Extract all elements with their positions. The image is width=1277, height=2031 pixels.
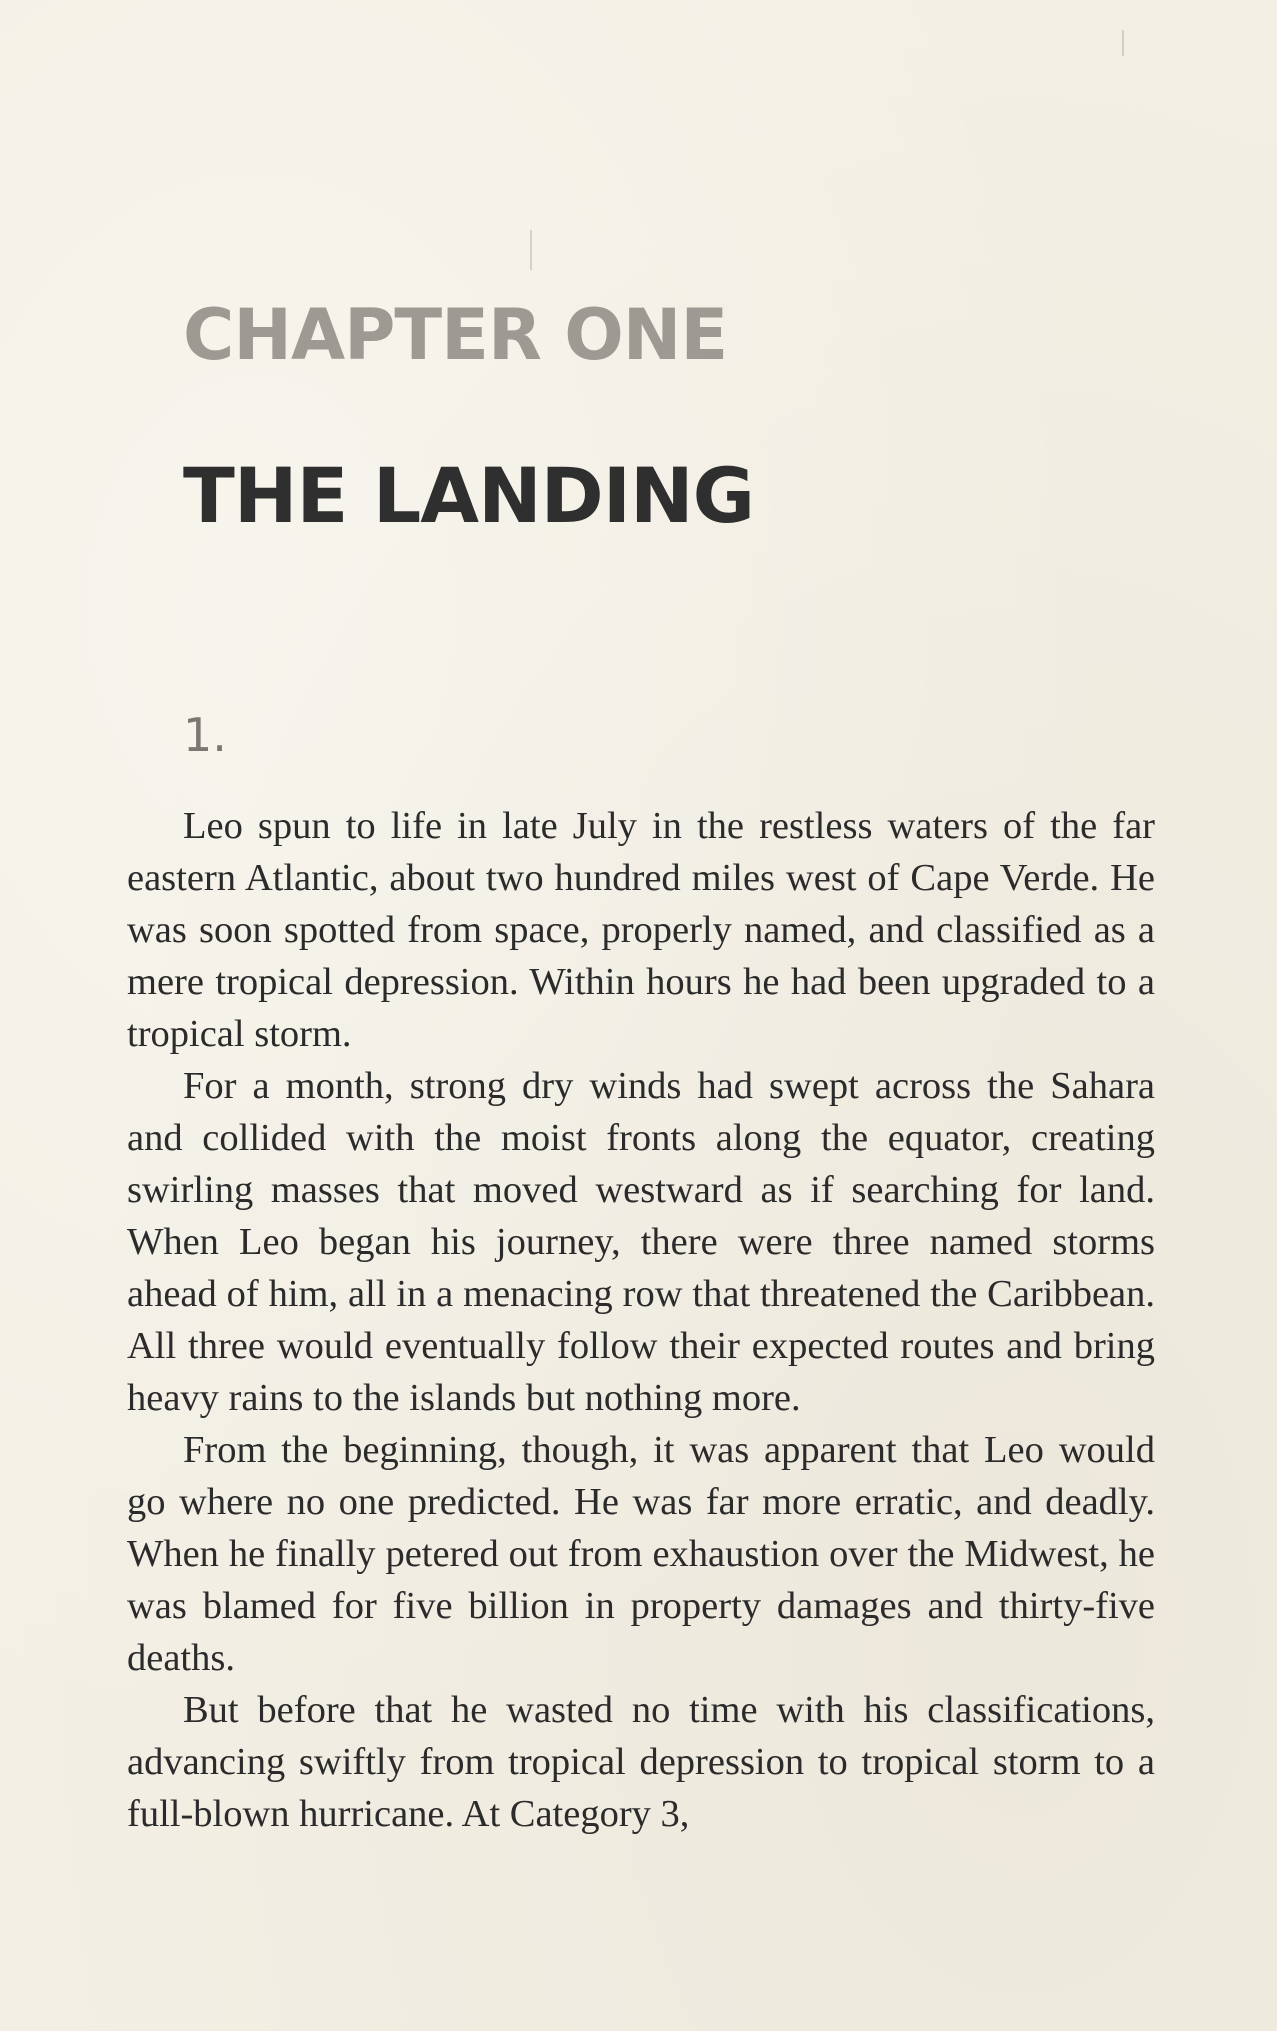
chapter-label: CHAPTER ONE — [183, 294, 728, 376]
scan-artifact-top — [530, 230, 532, 270]
body-text — [127, 800, 1155, 1840]
section-number: 1. — [183, 708, 227, 762]
paragraph-3: From the beginning, though, it was apparent that Leo would go where no one predicted. He was far more erratic, and deadly. When he finally petered out from exhaustion over the Midwest, he was blamed for five billion in property damages and thirty-five deaths. — [127, 1429, 1155, 1679]
scan-artifact-right — [1122, 30, 1124, 56]
chapter-title: THE LANDING — [183, 451, 755, 540]
paragraph-4: But before that he wasted no time with his classifications, advancing swiftly from tropical depression to tropical storm to a full-blown hurricane. At Category 3, — [127, 1689, 1155, 1835]
paragraph-2: For a month, strong dry winds had swept across the Sahara and collided with the moist fronts along the equator, creating swirling masses that moved westward as if searching for land. When Leo began his journey, there were three named storms ahead of him, all in a menacing row that threatened the Caribbean. All three would eventually follow their expected routes and bring heavy rains to the islands but nothing more. — [127, 1065, 1155, 1419]
paragraph-1: Leo spun to life in late July in the restless waters of the far eastern Atlantic, about two hundred miles west of Cape Verde. He was soon spotted from space, properly named, and classified as a mere tropical depression. Within hours he had been upgraded to a tropical storm. — [127, 805, 1155, 1055]
